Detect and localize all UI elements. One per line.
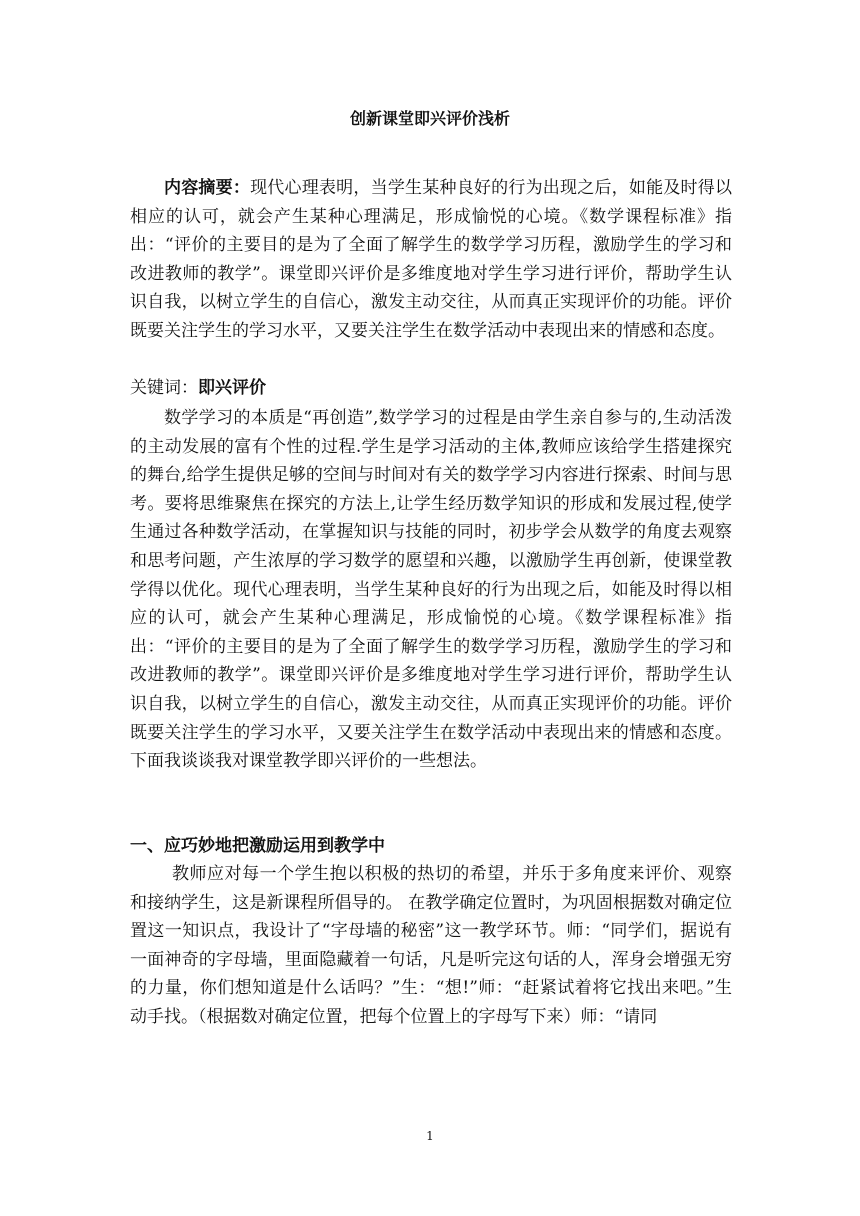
section-heading: 一、应巧妙地把激励运用到教学中 xyxy=(130,836,385,856)
keywords-line xyxy=(130,374,266,403)
abstract-text: 现代心理表明，当学生某种良好的行为出现之后，如能及时得以相应的认可，就会产生某种心理满足，形成愉悦的心境。《数学课程标准》指出：“评价的主要目的是为了全面了解学生的数学学习历程，激励学生的学习和改进教师的教学”。课堂即兴评价是多维度地对学生学习进行评价，帮助学生认识自我，以树立学生的自信心，激发主动交往，从而真正实现评价的功能。评价既要关注学生的学习水平，又要关注学生在数学活动中表现出来的情感和态度。 xyxy=(130,178,732,341)
abstract-paragraph xyxy=(130,174,732,346)
document-title: 创新课堂即兴评价浅析 xyxy=(349,109,510,128)
keywords-value: 即兴评价 xyxy=(198,378,266,398)
section-paragraph: 教师应对每一个学生抱以积极的热切的希望，并乐于多角度来评价、观察和接纳学生，这是新课程所倡导的。 在教学确定位置时，为巩固根据数对确定位置这一知识点，我设计了“字母墙的秘密”这一教学环节。师：“同学们，据说有一面神奇的字母墙，里面隐藏着一句话，凡是听完这句话的人，浑身会增强无穷的力量，你们想知道是什么话吗？”生：“想!”师：“赶紧试着将它找出来吧。”生动手找。（根据数对确定位置，把每个位置上的字母写下来）师：“请同 xyxy=(130,864,732,1027)
abstract-label: 内容摘要： xyxy=(164,178,251,198)
intro-paragraph: 数学学习的本质是“再创造”,数学学习的过程是由学生亲自参与的,生动活泼的主动发展的富有个性的过程.学生是学习活动的主体,教师应该给学生搭建探究的舞台,给学生提供足够的空间与时间对有关的数学学习内容进行探索、时间与思考。要将思维聚焦在探究的方法上,让学生经历数学知识的形成和发展过程,使学生通过各种数学活动，在掌握知识与技能的同时，初步学会从数学的角度去观察和思考问题，产生浓厚的学习数学的愿望和兴趣，以激励学生再创新，使课堂教学得以优化。现代心理表明，当学生某种良好的行为出现之后，如能及时得以相应的认可，就会产生某种心理满足，形成愉悦的心境。《数学课程标准》指出：“评价的主要目的是为了全面了解学生的数学学习历程，激励学生的学习和改进教师的教学”。课堂即兴评价是多维度地对学生学习进行评价，帮助学生认识自我，以树立学生的自信心，激发主动交往，从而真正实现评价的功能。评价既要关注学生的学习水平，又要关注学生在数学活动中表现出来的情感和态度。下面我谈谈我对课堂教学即兴评价的一些想法。 xyxy=(130,408,732,772)
page-number: 1 xyxy=(426,1129,434,1143)
keywords-label: 关键词： xyxy=(130,378,198,398)
